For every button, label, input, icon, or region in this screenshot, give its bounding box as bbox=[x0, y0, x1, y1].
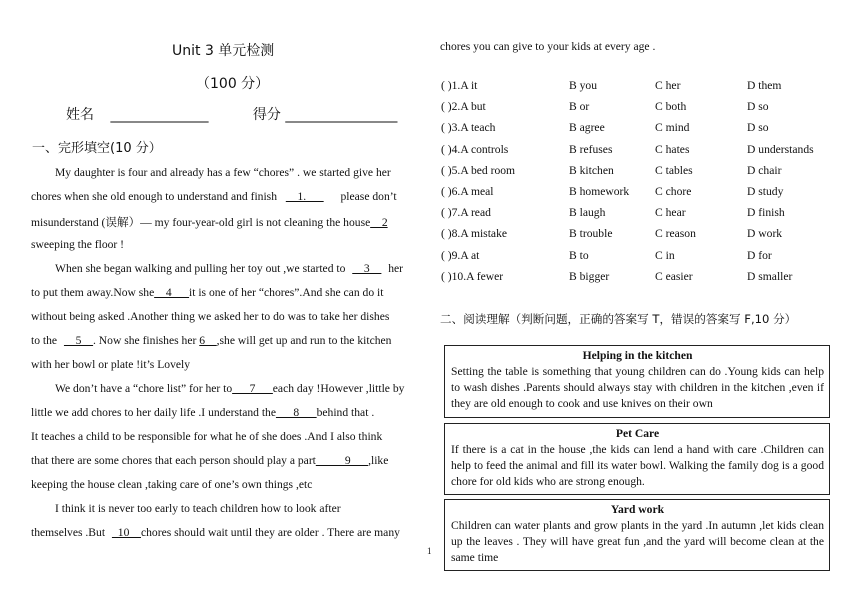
box-title: Yard work bbox=[610, 503, 665, 516]
option-choice: C easier bbox=[655, 269, 693, 283]
box-title: Pet Care bbox=[615, 427, 660, 440]
option-choice: C her bbox=[655, 79, 681, 92]
option-question: ( )1.A it bbox=[441, 79, 478, 92]
option-choice: D understands bbox=[747, 142, 814, 156]
option-choice: B laugh bbox=[569, 206, 606, 220]
page-title: Unit 3 单元检测 bbox=[172, 43, 275, 59]
passage-line: with her bowl or plate !it’s Lovely bbox=[31, 358, 191, 371]
option-choice: D study bbox=[747, 185, 784, 198]
box-title: Helping in the kitchen bbox=[582, 349, 693, 362]
option-choice: D them bbox=[747, 79, 782, 92]
passage-line: themselves .But _10__chores should wait until they are older . There are many bbox=[31, 526, 400, 539]
blank-1: __1.___ bbox=[285, 190, 324, 203]
option-question: ( )7.A read bbox=[441, 206, 491, 220]
option-choice: C mind bbox=[655, 121, 690, 135]
option-question: ( )4.A controls bbox=[441, 142, 509, 156]
reading-box-yard-work bbox=[444, 499, 830, 571]
option-choice: C hear bbox=[655, 206, 686, 220]
name-score-row bbox=[66, 104, 397, 124]
option-choice: C in bbox=[655, 248, 675, 262]
passage-line: to put them away.Now she__4___it is one of her “chores”.And she can do it bbox=[31, 286, 384, 299]
option-choice: D work bbox=[747, 227, 783, 241]
option-choice: B you bbox=[569, 79, 598, 92]
option-choice: D so bbox=[747, 100, 769, 114]
blank-8: ___8___ bbox=[276, 406, 317, 419]
option-choice: D so bbox=[747, 121, 769, 135]
passage-line: sweeping the floor ! bbox=[31, 238, 125, 251]
blank-5: __5__ bbox=[64, 334, 93, 347]
option-question: ( )6.A meal bbox=[441, 185, 494, 198]
box-text: Setting the table is something that young children can do .Young kids can help to wash dishes .Parents should always stay with children in the kitchen ,even if they are old enough to cook and use knives on their own bbox=[451, 365, 824, 410]
option-choice: D for bbox=[747, 248, 772, 262]
option-choice: B or bbox=[569, 100, 590, 114]
option-choice: C reason bbox=[655, 227, 696, 241]
passage-line: that there are some chores that each person should play a part_____9___,like bbox=[31, 454, 389, 467]
blank-10: _10__ bbox=[111, 526, 141, 539]
blank-7: ___7___ bbox=[232, 382, 273, 395]
reading-box-pet-care bbox=[444, 423, 830, 495]
box-text: Children can water plants and grow plants in the yard .In autumn ,let kids clean up the leaves . They will have great fun ,and the yard will become clean at the same time bbox=[451, 519, 824, 564]
option-choice: B homework bbox=[569, 185, 630, 198]
section1-heading: 一、完形填空(10 分） bbox=[32, 141, 162, 156]
option-choice: B bigger bbox=[569, 269, 610, 283]
option-choice: D smaller bbox=[747, 269, 793, 283]
option-question: ( )9.A at bbox=[441, 248, 480, 262]
blank-2: __2 bbox=[370, 216, 388, 229]
blank-4: __4___ bbox=[154, 286, 189, 299]
passage-line: When she began walking and pulling her toy out ,we started to __3__ her bbox=[55, 262, 404, 275]
passage-line: It teaches a child to be responsible for what he of she does .And I also think bbox=[31, 430, 383, 443]
option-choice: C hates bbox=[655, 142, 690, 156]
passage-line: chores when she old enough to understand and finish __1.___ please don’t bbox=[31, 190, 397, 203]
passage-line: little we add chores to her daily life .I understand the___8___behind that . bbox=[31, 406, 375, 419]
passage-line: without being asked .Another thing we asked her to do was to take her dishes bbox=[31, 310, 390, 323]
blank-3: __3__ bbox=[352, 262, 382, 275]
passage-line: I think it is never too early to teach children how to look after bbox=[55, 502, 341, 515]
option-choice: C chore bbox=[655, 185, 692, 198]
box-text: If there is a cat in the house ,the kids can lend a hand with care .Children can help to feed the animal and fill its water bowl. Walking the family dog is a good chore for old kids who are strong enough. bbox=[451, 443, 824, 488]
option-question: ( )8.A mistake bbox=[441, 227, 508, 241]
passage-continuation: chores you can give to your kids at every age . bbox=[440, 40, 656, 53]
passage-line: misunderstand (误解）— my four-year-old girl is not cleaning the house__2 bbox=[31, 216, 388, 229]
option-choice: B trouble bbox=[569, 227, 613, 241]
section2-heading: 二、阅读理解（判断问题，正确的答案写 T，错误的答案写 F,10 分） bbox=[440, 312, 797, 326]
page-number: 1 bbox=[427, 546, 432, 556]
option-choice: B agree bbox=[569, 121, 605, 135]
name-label: 姓名 bbox=[66, 107, 94, 123]
reading-box-kitchen bbox=[444, 345, 830, 418]
option-question: ( )5.A bed room bbox=[441, 163, 516, 177]
option-question: ( )10.A fewer bbox=[441, 269, 504, 283]
score-label: 得分 bbox=[252, 107, 281, 123]
option-question: ( )2.A but bbox=[441, 100, 486, 114]
blank-6: 6__ bbox=[199, 334, 217, 347]
passage-line: My daughter is four and already has a few “chores” . we started give her bbox=[55, 166, 391, 179]
passage-line: We don’t have a “chore list” for her to___7___each day !However ,little by bbox=[55, 382, 405, 395]
option-choice: B to bbox=[569, 248, 589, 262]
passage-line: to the __5__. Now she finishes her 6__,she will get up and run to the kitchen bbox=[31, 334, 392, 347]
option-question: ( )3.A teach bbox=[441, 121, 496, 135]
option-choice: C tables bbox=[655, 163, 693, 177]
name-blank: ______________ bbox=[110, 107, 209, 123]
option-choice: D finish bbox=[747, 206, 785, 220]
blank-9: _____9___ bbox=[315, 454, 369, 467]
option-choice: B refuses bbox=[569, 142, 613, 156]
total-score: （100 分） bbox=[196, 76, 270, 92]
passage-line: keeping the house clean ,taking care of one’s own things ,etc bbox=[31, 478, 313, 491]
option-choice: C both bbox=[655, 100, 687, 114]
option-choice: D chair bbox=[747, 163, 782, 177]
score-blank: ________________ bbox=[285, 107, 398, 123]
option-choice: B kitchen bbox=[569, 163, 614, 177]
